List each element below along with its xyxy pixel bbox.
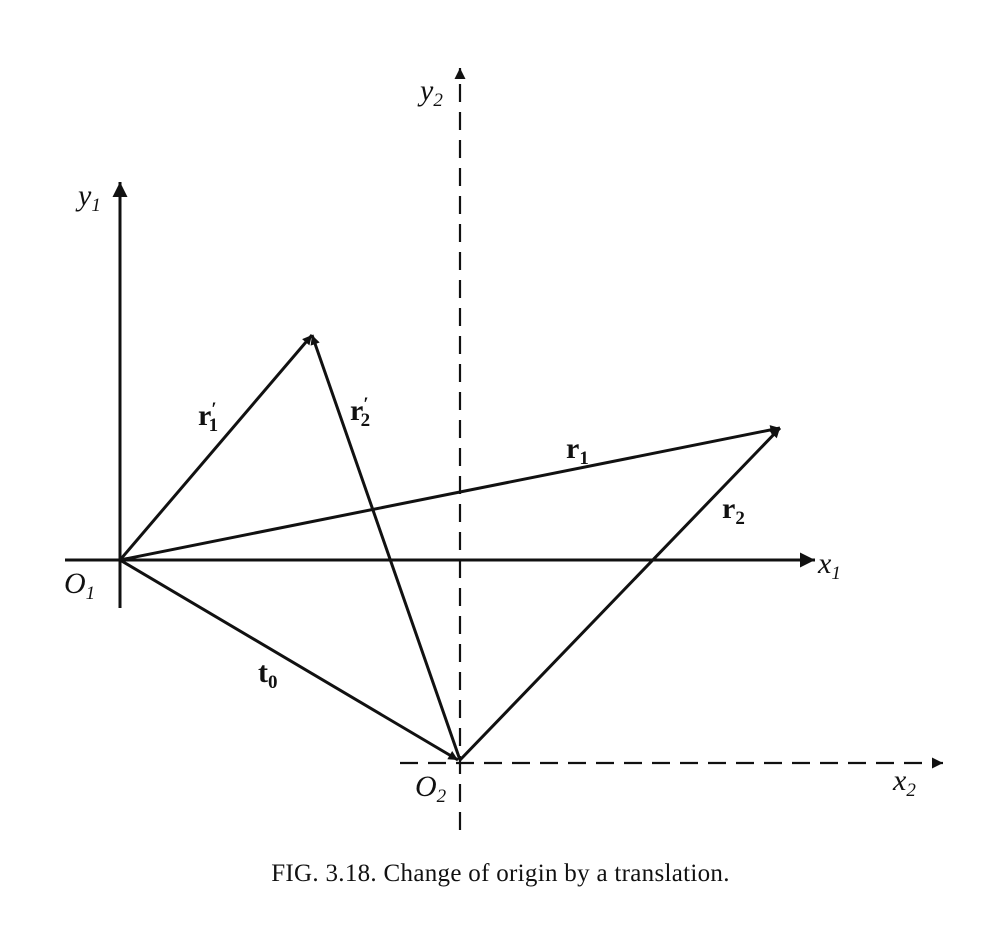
- caption-fig-number: 3.18.: [325, 860, 377, 887]
- vector-r2: [460, 428, 780, 760]
- label-x1: $x_1$: [818, 547, 841, 584]
- vector-t0: [120, 560, 458, 760]
- label-y2: $y_2$: [420, 74, 443, 111]
- label-t0: $t_0$: [258, 656, 278, 693]
- label-x2: $x_2$: [893, 764, 916, 801]
- figure-caption: [0, 860, 1001, 888]
- label-r1-prime: r′ 1: [198, 399, 219, 436]
- label-y1: $y_1$: [78, 179, 101, 216]
- vector-r2-prime: [312, 335, 460, 760]
- label-O1: $O_1$: [64, 567, 96, 604]
- label-r2: $r_2$: [722, 492, 745, 529]
- caption-fig-label: FIG.: [271, 860, 319, 887]
- caption-text: Change of origin by a translation.: [383, 860, 730, 887]
- label-O2: $O_2$: [415, 770, 447, 807]
- vector-r1: [120, 428, 780, 560]
- label-r2-prime: r′ 2: [350, 394, 371, 431]
- label-r1: $r_1$: [566, 432, 589, 469]
